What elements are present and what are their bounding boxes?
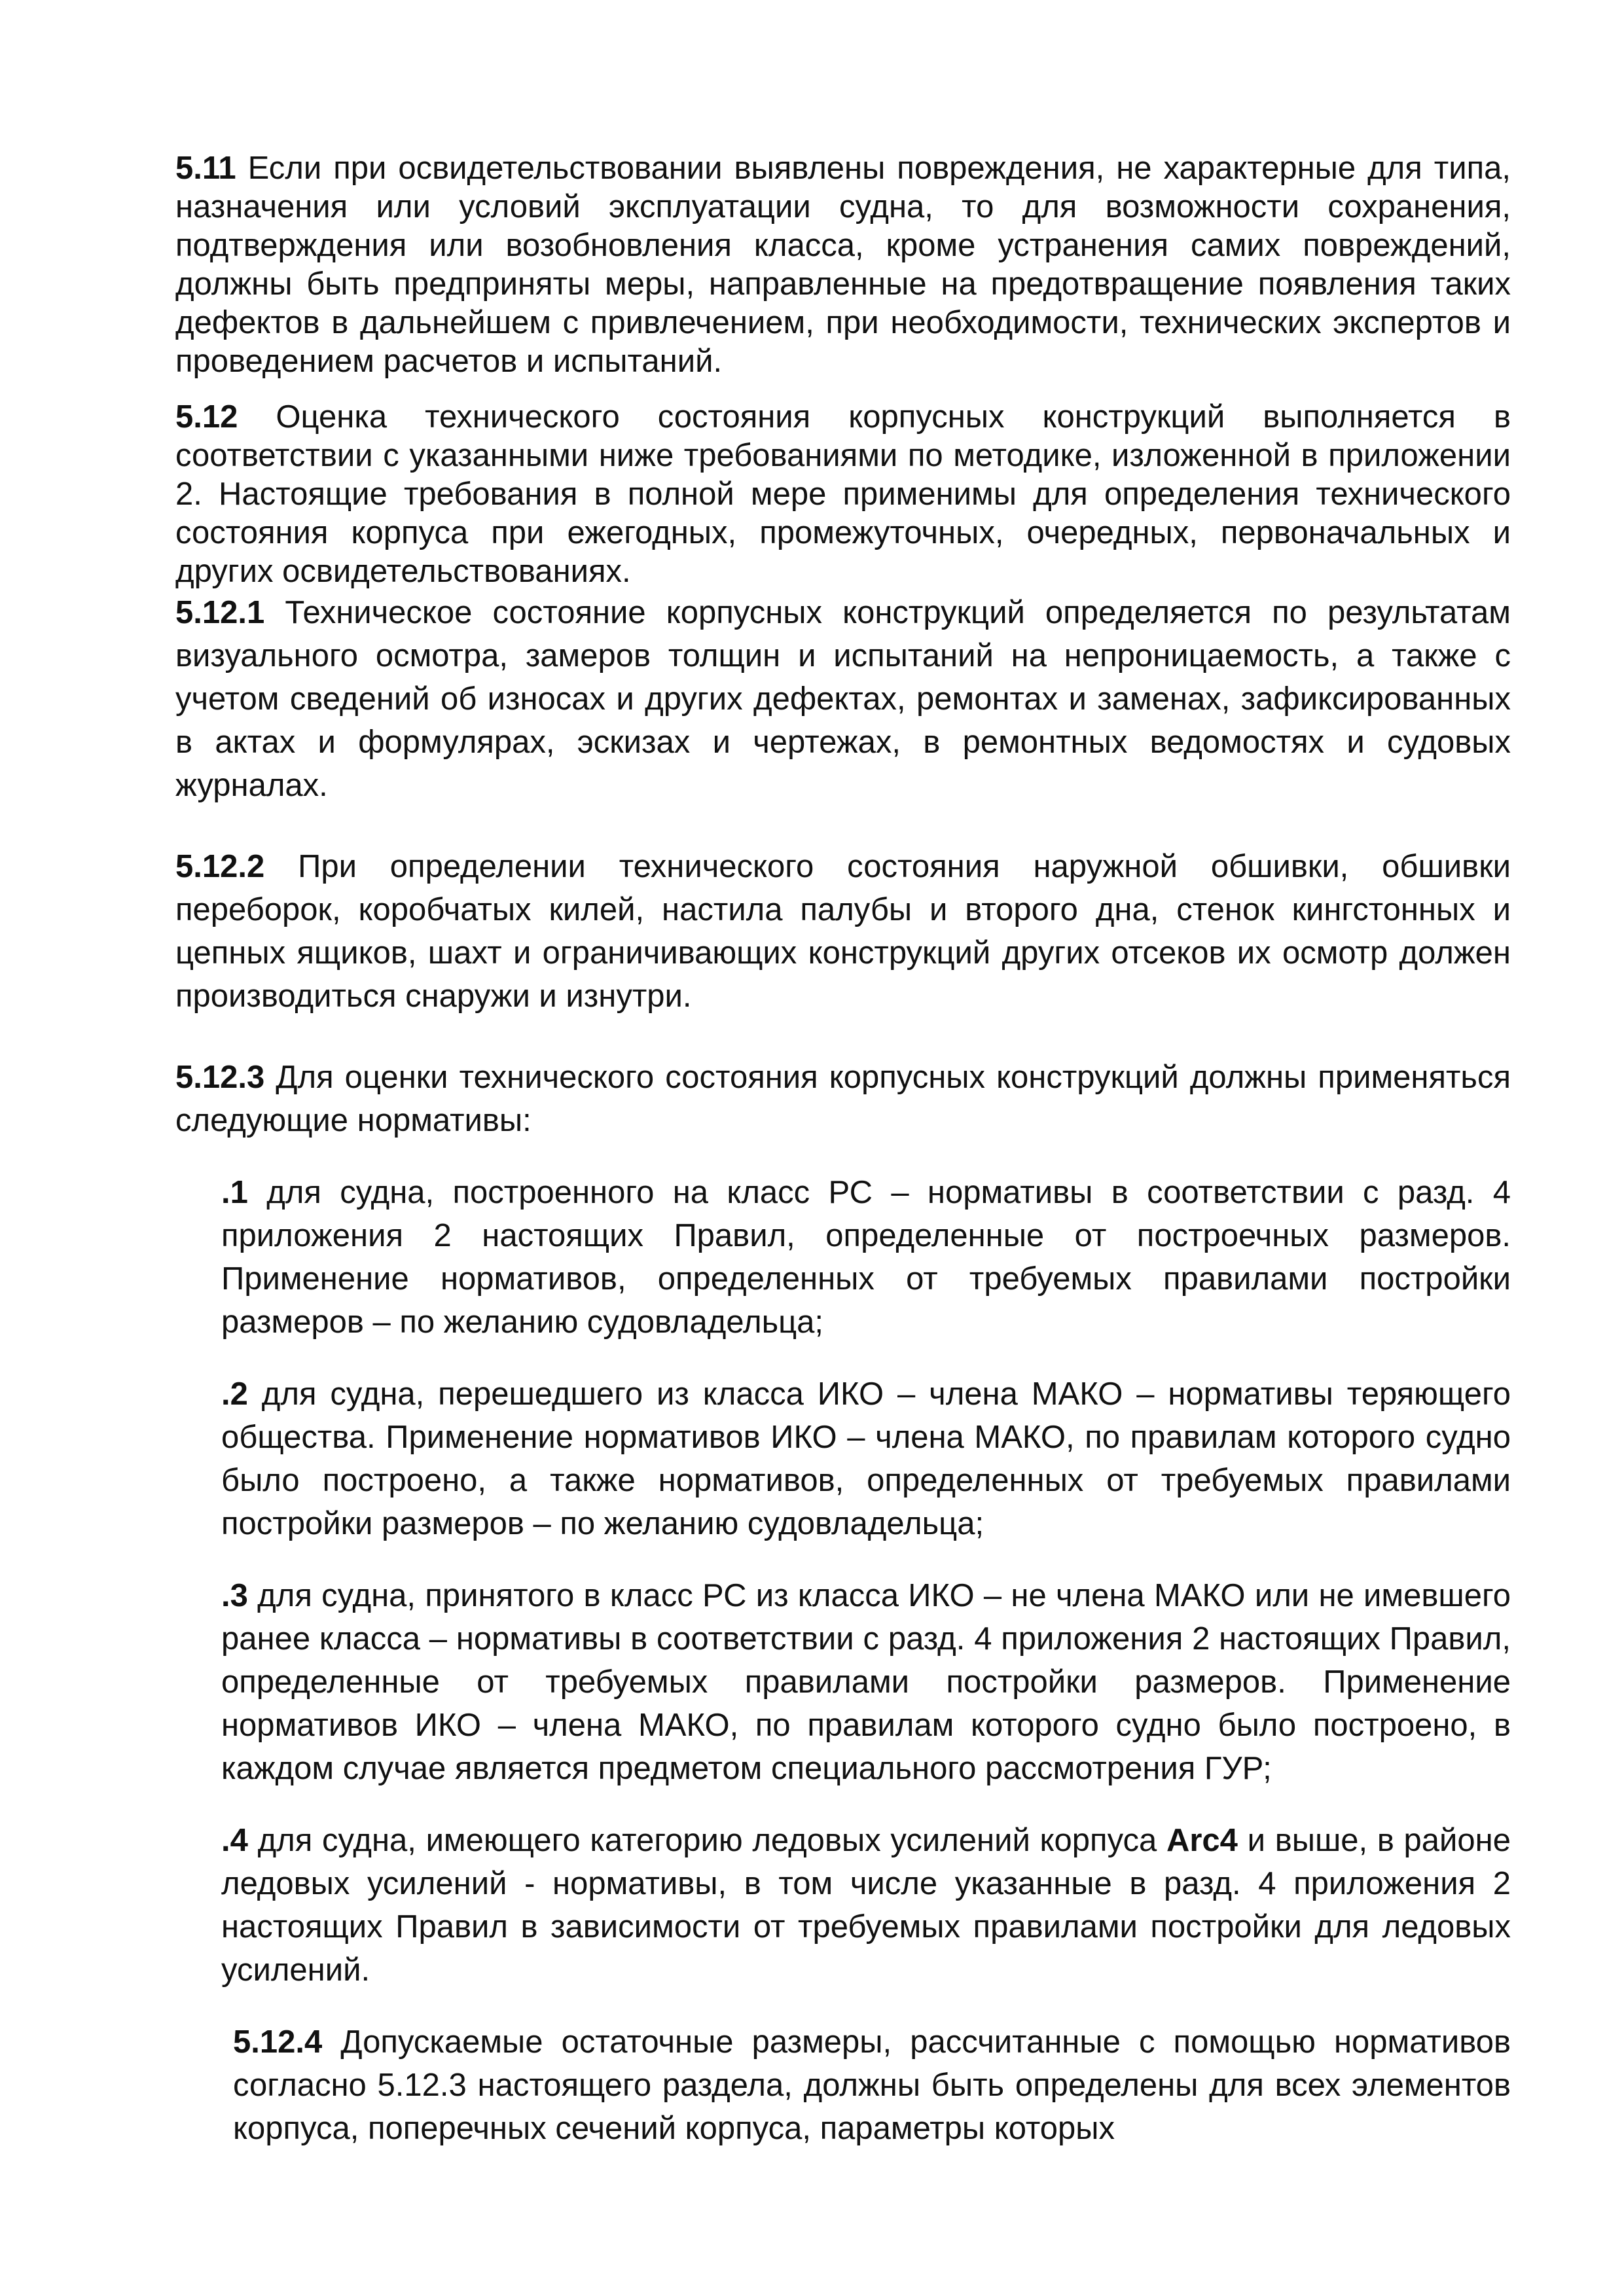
list-item-4 (175, 1819, 1511, 1992)
item-text-after: и выше, в районе ледовых усилений - нормативы, в том числе указанные в разд. 4 приложения 2 настоящих Правил в зависимости от требуемых правилами постройки для ледовых усилений. (221, 1823, 1511, 1988)
list-item-3 (175, 1574, 1511, 1790)
document-page (175, 149, 1511, 2150)
item-number: .1 (221, 1175, 248, 1210)
paragraph-number: 5.12.1 (175, 595, 265, 630)
item-number: .3 (221, 1578, 248, 1613)
paragraph-number: 5.12.3 (175, 1060, 265, 1095)
paragraph-text: Допускаемые остаточные размеры, рассчитанные с помощью нормативов согласно 5.12.3 настоящего раздела, должны быть определены для всех элементов корпуса, поперечных сечений корпуса, параметры которых (233, 2024, 1511, 2146)
paragraph-text: Техническое состояние корпусных конструкций определяется по результатам визуального осмотра, замеров толщин и испытаний на непроницаемость, а также с учетом сведений об износах и других дефектах, ремонтах и заменах, зафиксированных в актах и формулярах, эскизах и чертежах, в ремонтных ведомостях и судовых журналах. (175, 595, 1511, 803)
paragraph-number: 5.12.2 (175, 849, 265, 884)
list-item-1 (175, 1171, 1511, 1344)
paragraph-number: 5.12.4 (233, 2024, 323, 2060)
item-text: для судна, построенного на класс РС – нормативы в соответствии с разд. 4 приложения 2 настоящих Правил, определенные от построечных размеров. Применение нормативов, определенных от требуемых правилами постройки размеров – по желанию судовладельца; (221, 1175, 1511, 1340)
item-number: .4 (221, 1823, 248, 1858)
paragraph-5-12-4 (175, 2020, 1511, 2150)
paragraph-number: 5.11 (175, 151, 236, 186)
paragraph-number: 5.12 (175, 399, 238, 435)
ice-class-term: Arc4 (1166, 1823, 1238, 1858)
paragraph-text: Если при освидетельствовании выявлены повреждения, не характерные для типа, назначения или условий эксплуатации судна, то для возможности сохранения, подтверждения или возобновления класса, кроме устранения самих повреждений, должны быть предприняты меры, направленные на предотвращение появления таких дефектов в дальнейшем с привлечением, при необходимости, технических экспертов и проведением расчетов и испытаний. (175, 151, 1511, 379)
paragraph-text: Для оценки технического состояния корпусных конструкций должны применяться следующие нормативы: (175, 1060, 1511, 1138)
paragraph-5-12-3 (175, 1056, 1511, 1142)
list-item-2 (175, 1372, 1511, 1545)
item-text: для судна, перешедшего из класса ИКО – члена МАКО – нормативы теряющего общества. Применение нормативов ИКО – члена МАКО, по правилам которого судно было построено, а также нормативов, определенных от требуемых правилами постройки размеров – по желанию судовладельца; (221, 1376, 1511, 1541)
item-text: для судна, принятого в класс РС из класса ИКО – не члена МАКО или не имевшего ранее класса – нормативы в соответствии с разд. 4 приложения 2 настоящих Правил, определенные от требуемых правилами постройки размеров. Применение нормативов ИКО – члена МАКО, по правилам которого судно было построено, в каждом случае является предметом специального рассмотрения ГУР; (221, 1578, 1511, 1786)
paragraph-5-11 (175, 149, 1511, 381)
paragraph-5-12-1 (175, 591, 1511, 807)
paragraph-text: Оценка технического состояния корпусных конструкций выполняется в соответствии с указанными ниже требованиями по методике, изложенной в приложении 2. Настоящие требования в полной мере применимы для определения технического состояния корпуса при ежегодных, промежуточных, очередных, первоначальных и других освидетельствованиях. (175, 399, 1511, 589)
paragraph-5-12-2 (175, 845, 1511, 1018)
item-number: .2 (221, 1376, 248, 1412)
paragraph-text: При определении технического состояния наружной обшивки, обшивки переборок, коробчатых килей, настила палубы и второго дна, стенок кингстонных и цепных ящиков, шахт и ограничивающих конструкций других отсеков их осмотр должен производиться снаружи и изнутри. (175, 849, 1511, 1014)
paragraph-5-12 (175, 398, 1511, 591)
item-text-before: для судна, имеющего категорию ледовых усилений корпуса (247, 1823, 1166, 1858)
